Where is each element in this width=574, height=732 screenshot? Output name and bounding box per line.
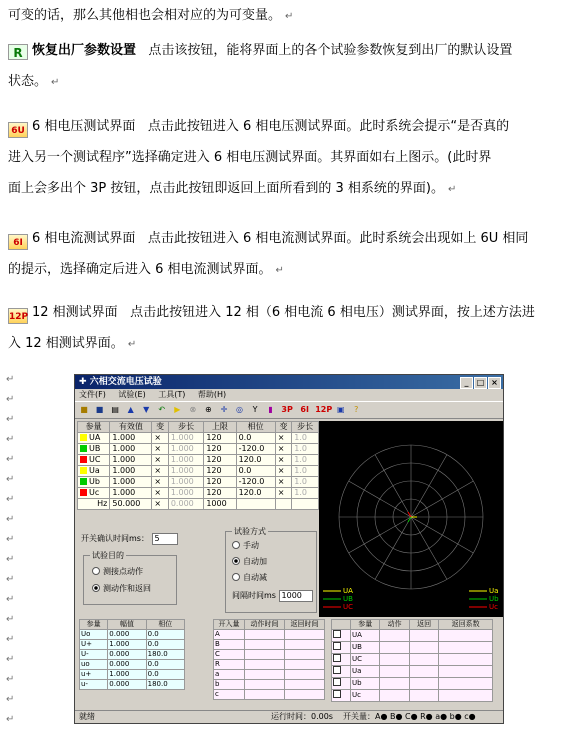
- menu-tools[interactable]: 工具(T): [158, 390, 186, 399]
- x-mark[interactable]: ×: [275, 466, 292, 477]
- cell-step[interactable]: 1.000: [168, 433, 203, 444]
- restore-text: 点击该按钮，能将界面上的各个试验参数恢复到出厂的默认设置: [148, 43, 513, 58]
- color-swatch: [80, 456, 87, 463]
- maximize-button[interactable]: □: [474, 377, 487, 389]
- return-mark: ↵: [6, 474, 15, 485]
- open-icon[interactable]: ■: [80, 405, 88, 414]
- six-current-icon[interactable]: 6I: [8, 234, 28, 250]
- checkbox[interactable]: [333, 666, 341, 674]
- switch-confirm-input[interactable]: 5: [152, 533, 178, 545]
- cell-upper[interactable]: 120: [204, 466, 236, 477]
- radio-selected-icon[interactable]: [232, 557, 240, 565]
- test-purpose-title: 试验目的: [92, 551, 124, 560]
- return-mark: ↵: [6, 394, 15, 405]
- cell-step[interactable]: 1.000: [168, 488, 203, 499]
- three-phase-icon[interactable]: 3P: [281, 405, 293, 414]
- color-swatch: [80, 489, 87, 496]
- twelve-phase-text: 点击此按钮进入 12 相（6 相电流 6 相电压）测试界面，按上述方法进: [130, 305, 535, 320]
- return-mark: ↵: [275, 265, 284, 276]
- switch-confirm-row: [81, 533, 178, 545]
- cell-upper[interactable]: 120: [204, 455, 236, 466]
- return-mark: ↵: [285, 11, 294, 22]
- table-row[interactable]: UB: [332, 642, 493, 654]
- cell-phase[interactable]: 120.0: [236, 455, 275, 466]
- intro-text: 可变的话，那么其他相也会相对应的为可变量。: [8, 8, 282, 23]
- x-mark[interactable]: ×: [275, 488, 292, 499]
- radio-selected-icon[interactable]: [92, 584, 100, 592]
- color-swatch: [80, 434, 87, 441]
- table-row: a: [214, 670, 325, 680]
- legend-ub2: Ub: [489, 595, 499, 603]
- six-current-text-2: 的提示，选择确定后进入 6 相电流测试界面。: [8, 262, 272, 277]
- cell-value[interactable]: 50.000: [110, 499, 152, 510]
- interval-input[interactable]: 1000: [279, 590, 313, 602]
- action-table: [331, 619, 493, 702]
- status-switch: 开关量：A● B● C● R● a● b● c●: [343, 712, 476, 721]
- return-mark: ↵: [6, 514, 15, 525]
- purpose-opt1-label: 测接点动作: [103, 567, 143, 576]
- col-header: 变: [152, 422, 169, 433]
- cell-upper[interactable]: 120: [204, 444, 236, 455]
- col-header: 参量: [80, 620, 108, 630]
- undo-icon[interactable]: ↶: [158, 405, 166, 414]
- toolbar: [75, 401, 503, 419]
- cell-step[interactable]: 0.000: [168, 499, 203, 510]
- return-mark: ↵: [6, 494, 15, 505]
- legend-ua2: Ua: [489, 587, 499, 595]
- cell-step[interactable]: 1.000: [168, 477, 203, 488]
- legend-uc: UC: [343, 603, 354, 611]
- x-mark[interactable]: ×: [275, 444, 292, 455]
- monitor-icon[interactable]: ▣: [336, 405, 345, 414]
- menu-help[interactable]: 帮助(H): [197, 390, 227, 399]
- mode-manual-label: 手动: [243, 541, 259, 550]
- return-mark: ↵: [127, 339, 137, 350]
- return-mark: ↵: [6, 374, 15, 385]
- cell-value[interactable]: 1.000: [110, 466, 152, 477]
- purpose-option-2[interactable]: [92, 583, 151, 594]
- test-mode-group: [225, 527, 317, 613]
- color-swatch: [80, 445, 87, 452]
- table-row[interactable]: UC: [332, 654, 493, 666]
- menu-test[interactable]: 试验(E): [118, 390, 146, 399]
- save-icon[interactable]: ■: [95, 405, 104, 414]
- col-header: 幅值: [108, 620, 146, 630]
- col-header: 返回时间: [284, 620, 324, 630]
- cell-step2[interactable]: 1.0: [292, 433, 319, 444]
- six-voltage-text: 点击此按钮进入 6 相电压测试界面。此时系统会提示“是否真的: [147, 119, 510, 134]
- checkbox[interactable]: [333, 678, 341, 686]
- app-window: [74, 374, 504, 724]
- menu-bar: [75, 389, 503, 401]
- six-voltage-text-2: 进入另一个测试程序”选择确定进入 6 相电压测试界面。其界面如右上图示。(此时界: [8, 150, 492, 165]
- restore-icon[interactable]: R: [8, 44, 28, 60]
- col-header: 参量: [78, 422, 110, 433]
- x-mark[interactable]: ×: [152, 499, 169, 510]
- table-row: Uo 0.000 0.0: [80, 630, 185, 640]
- cell-value[interactable]: 1.000: [110, 433, 152, 444]
- app-logo-icon: ✚: [79, 377, 87, 387]
- print-icon[interactable]: ▤: [111, 405, 119, 414]
- color-swatch: [80, 478, 87, 485]
- checkbox[interactable]: [333, 654, 341, 662]
- bars-icon[interactable]: ▮: [268, 405, 273, 414]
- col-header: 相位: [236, 422, 275, 433]
- return-mark: ↵: [6, 694, 15, 705]
- table-row: U- 0.000 180.0: [80, 650, 185, 660]
- cell-step[interactable]: 1.000: [168, 455, 203, 466]
- table-row[interactable]: [78, 466, 319, 477]
- status-ready: 就绪: [79, 712, 95, 721]
- sequence-table: [79, 619, 185, 690]
- return-mark: ↵: [6, 554, 15, 565]
- circle-icon[interactable]: ◎: [235, 405, 243, 414]
- table-header-row: [78, 422, 319, 433]
- col-header: 步长: [168, 422, 203, 433]
- cell-value[interactable]: 1.000: [110, 488, 152, 499]
- cell-step2[interactable]: 1.0: [292, 488, 319, 499]
- checkbox[interactable]: [333, 690, 341, 698]
- test-purpose-group: [83, 551, 177, 605]
- legend-ub: UB: [343, 595, 353, 603]
- parameter-table: [77, 421, 319, 510]
- return-mark: ↵: [6, 634, 15, 645]
- cell-phase[interactable]: 0.0: [236, 433, 275, 444]
- twelve-phase-text-2: 入 12 相测试界面。: [8, 336, 124, 351]
- cell-upper[interactable]: 120: [204, 433, 236, 444]
- cell-upper[interactable]: 120: [204, 477, 236, 488]
- six-current-text: 点击此按钮进入 6 相电流测试界面。此时系统会出现如上 6U 相同: [147, 231, 529, 246]
- return-mark: ↵: [6, 414, 15, 425]
- table-row: A: [214, 630, 325, 640]
- help-icon[interactable]: ?: [354, 405, 359, 414]
- twelve-phase-toolbar-icon[interactable]: 12P: [315, 405, 333, 414]
- app-title: 六相交流电压试验: [89, 377, 162, 387]
- table-row: u+ 1.000 0.0: [80, 670, 185, 680]
- mode-manual[interactable]: [232, 540, 259, 551]
- table-row: uo 0.000 0.0: [80, 660, 185, 670]
- return-mark: ↵: [6, 714, 15, 725]
- phasor-diagram: [319, 421, 503, 617]
- app-titlebar: [75, 375, 503, 389]
- col-header: 步长: [292, 422, 319, 433]
- status-runtime: 运行时间：0.00s: [271, 712, 333, 721]
- purpose-option-1[interactable]: [92, 566, 143, 577]
- cell-value[interactable]: 1.000: [110, 444, 152, 455]
- restore-title: 恢复出厂参数设置: [32, 43, 137, 58]
- table-row[interactable]: Uc: [332, 690, 493, 702]
- return-mark: ↵: [6, 674, 15, 685]
- table-row[interactable]: [78, 444, 319, 455]
- cell-value[interactable]: 1.000: [110, 477, 152, 488]
- table-row: u- 0.000 180.0: [80, 680, 185, 690]
- close-button[interactable]: ×: [488, 377, 501, 389]
- menu-file[interactable]: 文件(F): [79, 390, 106, 399]
- stop-icon[interactable]: ⊗: [189, 405, 197, 414]
- row-name: Ua: [89, 466, 100, 475]
- minimize-button[interactable]: _: [460, 377, 473, 389]
- x-mark[interactable]: ×: [152, 477, 169, 488]
- x-mark[interactable]: ×: [152, 444, 169, 455]
- return-mark: ↵: [6, 654, 15, 665]
- col-header: 动作时间: [244, 620, 284, 630]
- cell-value[interactable]: 1.000: [110, 455, 152, 466]
- cell-phase[interactable]: 0.0: [236, 466, 275, 477]
- row-name: Ub: [89, 477, 100, 486]
- col-header: 开入量: [214, 620, 245, 630]
- paragraph-6i: [8, 223, 564, 286]
- cell-step2[interactable]: 1.0: [292, 466, 319, 477]
- twelve-phase-icon[interactable]: 12P: [8, 308, 28, 324]
- table-row[interactable]: [78, 455, 319, 466]
- table-row: c: [214, 690, 325, 700]
- restore-text-cont: 状态。: [8, 74, 48, 89]
- cell-step[interactable]: 1.000: [168, 466, 203, 477]
- row-name: Hz: [97, 499, 108, 508]
- paragraph-intro: [8, 0, 564, 32]
- purpose-opt2-label: 测动作和返回: [103, 584, 151, 593]
- binary-input-table: [213, 619, 325, 700]
- return-marks-column: [6, 370, 18, 730]
- return-mark: ↵: [51, 77, 60, 88]
- col-header: 返回系数: [439, 620, 493, 630]
- paragraph-restore: [8, 35, 564, 98]
- return-mark: ↵: [6, 534, 15, 545]
- mode-auto-add-label: 自动加: [243, 557, 267, 566]
- cell-step2[interactable]: 1.0: [292, 477, 319, 488]
- table-row[interactable]: [78, 477, 319, 488]
- radio-icon[interactable]: [232, 573, 240, 581]
- phasor-grid: [319, 421, 503, 617]
- col-header: 上限: [204, 422, 236, 433]
- x-mark[interactable]: ×: [275, 477, 292, 488]
- table-row: b: [214, 680, 325, 690]
- six-current-title: 6 相电流测试界面: [32, 231, 136, 246]
- row-name: UA: [89, 433, 101, 442]
- x-mark[interactable]: ×: [152, 455, 169, 466]
- paragraph-12p: [8, 297, 564, 360]
- legend-ua: UA: [343, 587, 353, 595]
- twelve-phase-title: 12 相测试界面: [32, 305, 118, 320]
- cell-upper[interactable]: 120: [204, 488, 236, 499]
- six-voltage-icon[interactable]: 6U: [8, 122, 28, 138]
- table-row: B: [214, 640, 325, 650]
- interval-label: 间隔时间ms: [232, 591, 276, 600]
- x-mark[interactable]: ×: [275, 433, 292, 444]
- play-icon[interactable]: ▶: [174, 405, 181, 414]
- switch-confirm-label: 开关确认时间ms：: [81, 534, 149, 543]
- table-row[interactable]: [78, 499, 319, 510]
- y-icon[interactable]: Y: [252, 405, 258, 414]
- cell-phase[interactable]: -120.0: [236, 477, 275, 488]
- return-mark: ↵: [447, 184, 457, 195]
- row-name: UB: [89, 444, 101, 453]
- return-mark: ↵: [6, 434, 15, 445]
- cell-phase[interactable]: -120.0: [236, 444, 275, 455]
- mode-auto-add[interactable]: [232, 556, 267, 567]
- return-mark: ↵: [6, 574, 15, 585]
- row-name: UC: [89, 455, 101, 464]
- table-row: C: [214, 650, 325, 660]
- col-header: 有效值: [110, 422, 152, 433]
- x-mark[interactable]: ×: [152, 466, 169, 477]
- test-mode-title: 试验方式: [234, 527, 266, 536]
- return-mark: ↵: [6, 454, 15, 465]
- x-mark[interactable]: ×: [152, 488, 169, 499]
- six-voltage-text-3: 面上会多出个 3P 按钮，点击此按钮即返回上面所看到的 3 相系统的界面)。: [8, 181, 444, 196]
- table-row: R: [214, 660, 325, 670]
- crosshair-icon[interactable]: ✛: [220, 405, 228, 414]
- radio-icon[interactable]: [92, 567, 100, 575]
- status-bar: [75, 710, 503, 723]
- cell-step[interactable]: 1.000: [168, 444, 203, 455]
- up-icon[interactable]: ▲: [127, 405, 134, 414]
- table-row[interactable]: UA: [332, 630, 493, 642]
- cell-step2[interactable]: 1.0: [292, 444, 319, 455]
- col-header: 返回: [409, 620, 438, 630]
- table-row[interactable]: Ua: [332, 666, 493, 678]
- interval-row: [232, 590, 313, 602]
- checkbox[interactable]: [333, 630, 341, 638]
- col-header: 相位: [146, 620, 184, 630]
- checkbox[interactable]: [333, 642, 341, 650]
- cell-upper[interactable]: 1000: [204, 499, 236, 510]
- return-mark: ↵: [6, 594, 15, 605]
- legend-uc2: Uc: [489, 603, 498, 611]
- table-row[interactable]: Ub: [332, 678, 493, 690]
- mode-auto-sub-label: 自动减: [243, 573, 267, 582]
- zoom-icon[interactable]: ⊕: [205, 405, 212, 414]
- col-header: 变: [275, 422, 292, 433]
- x-mark[interactable]: ×: [275, 455, 292, 466]
- cell-step2[interactable]: 1.0: [292, 455, 319, 466]
- six-voltage-title: 6 相电压测试界面: [32, 119, 136, 134]
- col-header: 参量: [351, 620, 380, 630]
- x-mark[interactable]: ×: [152, 433, 169, 444]
- mode-auto-sub[interactable]: [232, 572, 267, 583]
- color-swatch: [80, 467, 87, 474]
- six-current-toolbar-icon[interactable]: 6I: [300, 405, 309, 414]
- col-header: 动作: [380, 620, 409, 630]
- table-row[interactable]: [78, 488, 319, 499]
- paragraph-6u: [8, 111, 564, 205]
- table-row: U+ 1.000 0.0: [80, 640, 185, 650]
- cell-phase[interactable]: 120.0: [236, 488, 275, 499]
- radio-icon[interactable]: [232, 541, 240, 549]
- table-row[interactable]: [78, 433, 319, 444]
- row-name: Uc: [89, 488, 100, 497]
- return-mark: ↵: [6, 614, 15, 625]
- down-icon[interactable]: ▼: [143, 405, 150, 414]
